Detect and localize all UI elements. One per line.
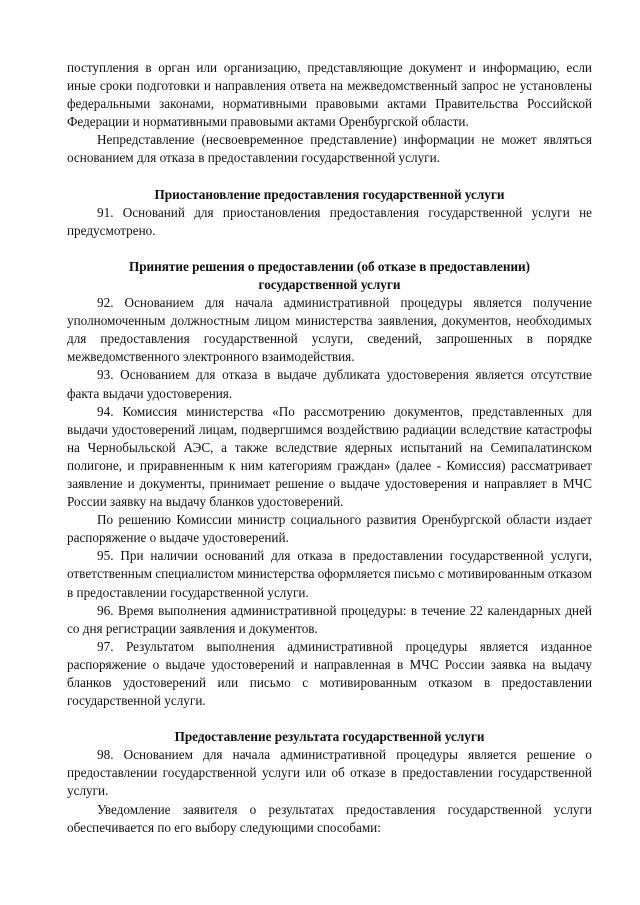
paragraph-97: 97. Результатом выполнения административной процедуры является изданное распоряжение о выдаче удостоверений и направленная в МЧС России заявка на выдачу бланков удостоверений или письмо с мотивированным отказом в предоставлении государственной услуги. xyxy=(67,638,592,709)
paragraph-continuation: поступления в орган или организацию, представляющие документ и информацию, если иные сроки подготовки и направления ответа на межведомственный запрос не установлены федеральными законами, нормативными правовыми актами Правительства Российской Федерации и нормативными правовыми актами Оренбургской области. xyxy=(67,60,592,130)
heading-decision-line2: государственной услуги xyxy=(258,276,401,292)
paragraph-96: 96. Время выполнения административной процедуры: в течение 22 календарных дней со дня регистрации заявления и документов. xyxy=(67,602,592,636)
paragraph-93: 93. Основанием для отказа в выдаче дубликата удостоверения является отсутствие факта выдачи удостоверения. xyxy=(67,367,592,401)
paragraph-nonsubmission: Непредставление (несвоевременное представление) информации не может являться основанием для отказа в предоставлении государственной услуги. xyxy=(67,132,592,166)
paragraph-91: 91. Оснований для приостановления предоставления государственной услуги не предусмотрено. xyxy=(67,204,592,238)
heading-suspension: Приостановление предоставления государственной услуги xyxy=(154,186,505,202)
heading-decision xyxy=(67,258,592,294)
paragraph-94: 94. Комиссия министерства «По рассмотрению документов, представленных для выдачи удостоверений лицам, подвергшимся воздействию радиации вследствие катастрофы на Чернобыльской АЭС, а также вследствие ядерных испытаний на Семипалатинском полигоне, и приравненным к ним категориям граждан» (далее - Комиссия) рассматривает заявление и документы, принимает решение о выдаче удостоверения и направляет в МЧС России заявку на выдачу бланков удостоверений. xyxy=(67,403,592,510)
paragraph-95: 95. При наличии оснований для отказа в предоставлении государственной услуги, ответственным специалистом министерства оформляется письмо с мотивированным отказом в предоставлении государственной услуги. xyxy=(67,548,592,600)
paragraph-98-notification: Уведомление заявителя о результатах предоставления государственной услуги обеспечивается по его выбору следующими способами: xyxy=(67,801,592,835)
heading-decision-line1: Принятие решения о предоставлении (об отказе в предоставлении) xyxy=(128,258,531,274)
paragraph-92: 92. Основанием для начала административной процедуры является получение уполномоченным должностным лицом министерства заявления, документов, необходимых для предоставления государственной услуги, сведений, запрошенных в порядке межведомственного электронного взаимодействия. xyxy=(67,295,592,365)
heading-result: Предоставление результата государственной услуги xyxy=(174,729,485,745)
paragraph-98: 98. Основанием для начала административной процедуры является решение о предоставлении государственной услуги или об отказе в предоставлении государственной услуги. xyxy=(67,747,592,799)
paragraph-94-order: По решению Комиссии министр социального развития Оренбургской области издает распоряжение о выдаче удостоверений. xyxy=(67,512,592,546)
